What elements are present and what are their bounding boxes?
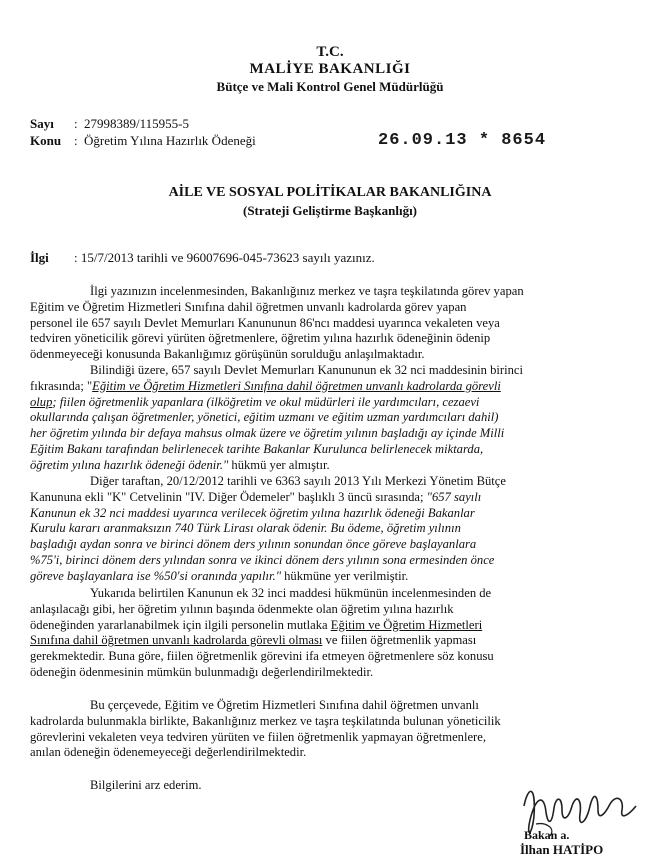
quoted-text: göreve başlayanlara ise %50'si oranında yapılır." [30,568,281,583]
signatory-name: İlhan HATİPO [520,842,604,857]
quoted-text: ; fiilen öğretmenlik yapanlara (ilköğretim ve okul müdürleri ile yardımcıları, cezaevi [52,394,480,409]
incoming-stamp: 26.09.13 * 8654 [378,131,547,150]
body-line [30,633,640,649]
closing-line: Bilgilerini arz ederim. [90,778,202,792]
sayi-label: Sayı [30,116,54,131]
body-line [30,395,640,411]
body-text: ödeneğinden yararlanabilmek için ilgili personelin mutlaka [30,617,331,632]
body-line: başladığı aydan sonra ve birinci dönem ders yılının sonundan önce göreve başlayanlara [30,537,477,552]
sayi-colon: : [74,116,78,131]
body-line: Kurulu kararı aranmaksızın 740 Türk Lirası olarak ödenir. Bu ödeme, öğretim yılının [30,521,461,536]
body-line: okullarında çalışan öğretmenler, yönetici, eğitim uzmanı ve eğitim uzman yardımcıları dahil) [30,410,499,425]
ilgi-text: : 15/7/2013 tarihli ve 96007696-045-73623 sayılı yazınız. [74,250,375,265]
konu-value: Öğretim Yılına Hazırlık Ödeneği [84,133,256,148]
konu-colon: : [74,133,78,148]
body-line: Bilindiği üzere, 657 sayılı Devlet Memurları Kanununun ek 32 nci maddesinin birinci [90,363,523,377]
body-line: tedviren yöneticilik görevi yürüten öğretmenlere, öğretim yılına hazırlık ödeneğinin ödenip [30,331,491,346]
body-line: kadrolarda bulunmakla birlikte, Bakanlığınız merkez ve taşra teşkilatında bulunan yöneticilik [30,713,501,728]
body-line [30,490,640,506]
quoted-text: "657 sayılı [426,489,482,504]
body-line: gerekmektedir. Buna göre, fiilen öğretmenlik görevini ifa etmeyen öğretmenlere söz konusu [30,649,494,664]
body-line: İlgi yazınızın incelenmesinden, Bakanlığınız merkez ve taşra teşkilatında görev yapan [90,284,524,298]
body-line: Eğitim Bakanı tarafından belirlenecek tarihte Bakanlar Kurulunca belirlenecek miktarda, [30,441,484,456]
body-text: hükmü yer almıştır. [228,457,330,472]
paragraph-3 [30,474,640,585]
signature-title: Bakan a. [524,828,570,842]
body-line [30,569,640,585]
header-ministry: MALİYE BAKANLIĞI [249,61,411,77]
paragraph-2 [30,363,640,474]
body-line: Bu çerçevede, Eğitim ve Öğretim Hizmetleri Sınıfına dahil öğretmen unvanlı [90,698,479,712]
body-text: fıkrasında; " [30,378,93,393]
body-text: Kanununa ekli "K" Cetvelinin "IV. Diğer Ödemeler" başlıklı 3 üncü sırasında; [30,489,427,504]
body-line: görevlerini vekaleten veya tedviren yürüten ve fiilen öğretmenlik yapmayan öğretmenlere, [30,729,486,744]
body-line: Yukarıda belirtilen Kanunun ek 32 inci maddesi hükmünün incelenmesinden de [90,586,492,600]
body-line: Eğitim ve Öğretim Hizmetleri Sınıfına dahil öğretmen unvanlı kadrolarda görev yapan [30,299,467,314]
paragraph-4 [30,586,640,681]
body-line: anılan ödeneğin ödenemeyeceği değerlendirilmektedir. [30,745,307,760]
underlined-text: Sınıfına dahil öğretmen unvanlı kadrolarda görevli olması [30,633,323,648]
body-line [30,458,640,474]
body-line: ödeneğin ödenmesinin mümkün bulunmadığı değerlendirilmektedir. [30,664,374,679]
body-text: hükmüne yer verilmiştir. [280,568,409,583]
body-line: her öğretim yılında bir defaya mahsus olmak üzere ve öğretim yılının başladığı ay içinde Milli [30,426,505,441]
body-line: ödenmeyeceği konusunda Bakanlığımız görüşünün sorulduğu anlaşılmaktadır. [30,347,425,362]
paragraph-5 [30,698,640,761]
recipient-title: AİLE VE SOSYAL POLİTİKALAR BAKANLIĞINA [168,185,492,200]
quoted-underlined-text: olup [30,394,53,409]
body-line [30,379,640,395]
header-department: Bütçe ve Mali Kontrol Genel Müdürlüğü [216,79,444,94]
body-line: Diğer taraftan, 20/12/2012 tarihli ve 6363 sayılı 2013 Yılı Merkezi Yönetim Bütçe [90,474,506,488]
body-line: anlaşılacağı gibi, her öğretim yılının başında ödenmekte olan öğretim yılına hazırlık [30,601,454,616]
ilgi-label: İlgi [30,250,49,265]
recipient-subtitle: (Strateji Geliştirme Başkanlığı) [242,203,418,218]
body-line [30,618,640,634]
header-tc: T.C. [316,44,344,60]
underlined-text: Eğitim ve Öğretim Hizmetleri [330,617,483,632]
quoted-text: öğretim yılına hazırlık ödeneği ödenir." [30,457,229,472]
konu-label: Konu [30,133,62,148]
sayi-value: 27998389/115955-5 [84,116,189,131]
paragraph-1 [30,284,640,363]
body-line: personel ile 657 sayılı Devlet Memurları Kanununun 86'ncı maddesi uyarınca vekaleten veya [30,315,500,330]
body-text: ve fiilen öğretmenlik yapması [322,633,477,648]
body-line: Kanunun ek 32 nci maddesi uyarınca verilecek öğretim yılına hazırlık ödeneği Bakanlar [30,505,475,520]
body-line: %75'i, birinci dönem ders yılından sonra ve ikinci dönem ders yılının sona ermesinden önce [30,552,495,567]
quoted-underlined-text: Eğitim ve Öğretim Hizmetleri Sınıfına dahil öğretmen unvanlı kadrolarda görevli [92,378,501,393]
